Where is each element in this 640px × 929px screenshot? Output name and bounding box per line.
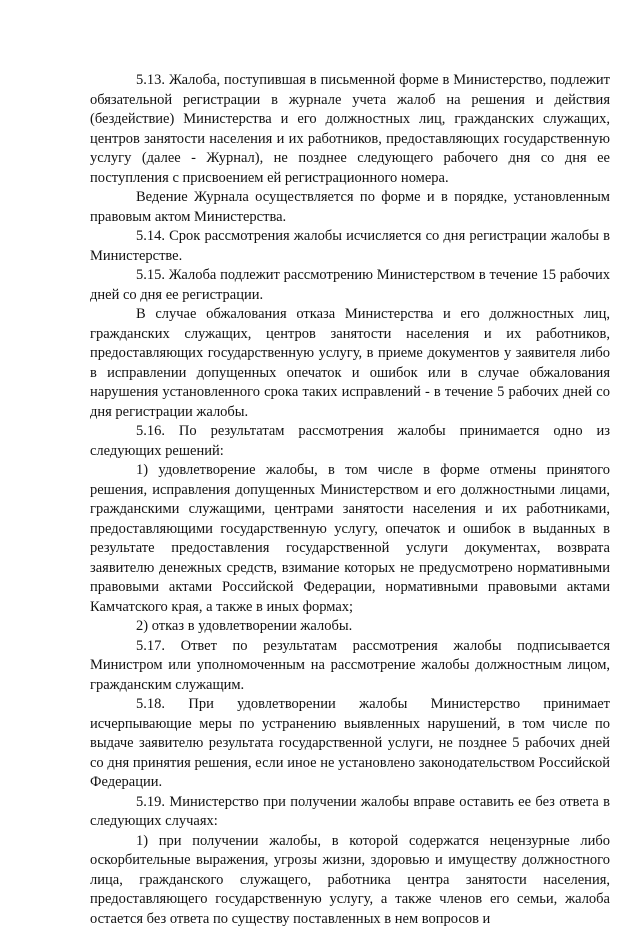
paragraph-5-14: 5.14. Срок рассмотрения жалобы исчисляется со дня регистрации жалобы в Министерстве. xyxy=(90,227,610,266)
paragraph-refusal-appeal: В случае обжалования отказа Министерства и его должностных лиц, гражданских служащих, центров занятости населения и их работников, предоставляющих государственную услугу, в приеме документов у заявителя либо в исправлении допущенных опечаток и ошибок или в случае обжалования нарушения установленного срока таких исправлений - в течение 5 рабочих дней со дня регистрации жалобы. xyxy=(90,305,610,422)
paragraph-5-17: 5.17. Ответ по результатам рассмотрения жалобы подписывается Министром или уполномоченным на рассмотрение жалобы должностным лицом, гражданским служащим. xyxy=(90,637,610,696)
document-body xyxy=(90,71,610,929)
paragraph-5-18: 5.18. При удовлетворении жалобы Министерство принимает исчерпывающие меры по устранению выявленных нарушений, в том числе по выдаче заявителю результата государственной услуги, не позднее 5 рабочих дней со дня принятия решения, если иное не установлено законодательством Российской Федерации. xyxy=(90,695,610,793)
paragraph-5-19: 5.19. Министерство при получении жалобы вправе оставить ее без ответа в следующих случаях: xyxy=(90,793,610,832)
paragraph-decision-1: 1) удовлетворение жалобы, в том числе в форме отмены принятого решения, исправления допущенных Министерством и его должностными лицами, гражданскими служащими, центрами занятости населения и их работниками, предоставляющими государственную услугу, опечаток и ошибок в выданных в результате предоставления государственной услуги документах, возврата заявителю денежных средств, взимание которых не предусмотрено нормативными правовыми актами Российской Федерации, нормативными правовыми актами Камчатского края, а также в иных формах; xyxy=(90,461,610,617)
paragraph-5-15: 5.15. Жалоба подлежит рассмотрению Министерством в течение 15 рабочих дней со дня ее регистрации. xyxy=(90,266,610,305)
paragraph-5-16: 5.16. По результатам рассмотрения жалобы принимается одно из следующих решений: xyxy=(90,422,610,461)
paragraph-journal-maintenance: Ведение Журнала осуществляется по форме и в порядке, установленным правовым актом Министерства. xyxy=(90,188,610,227)
paragraph-5-13: 5.13. Жалоба, поступившая в письменной форме в Министерство, подлежит обязательной регистрации в журнале учета жалоб на решения и действия (бездействие) Министерства и его должностных лиц, гражданских служащих, центров занятости населения и их работников, предоставляющих государственную услугу (далее - Журнал), не позднее следующего рабочего дня со дня ее поступления с присвоением ей регистрационного номера. xyxy=(90,71,610,188)
paragraph-case-1: 1) при получении жалобы, в которой содержатся нецензурные либо оскорбительные выражения, угрозы жизни, здоровью и имуществу должностного лица, гражданского служащего, работника центра занятости населения, предоставляющего государственную услугу, а также членов его семьи, жалоба остается без ответа по существу поставленных в нем вопросов и xyxy=(90,832,610,929)
paragraph-decision-2: 2) отказ в удовлетворении жалобы. xyxy=(90,617,610,637)
